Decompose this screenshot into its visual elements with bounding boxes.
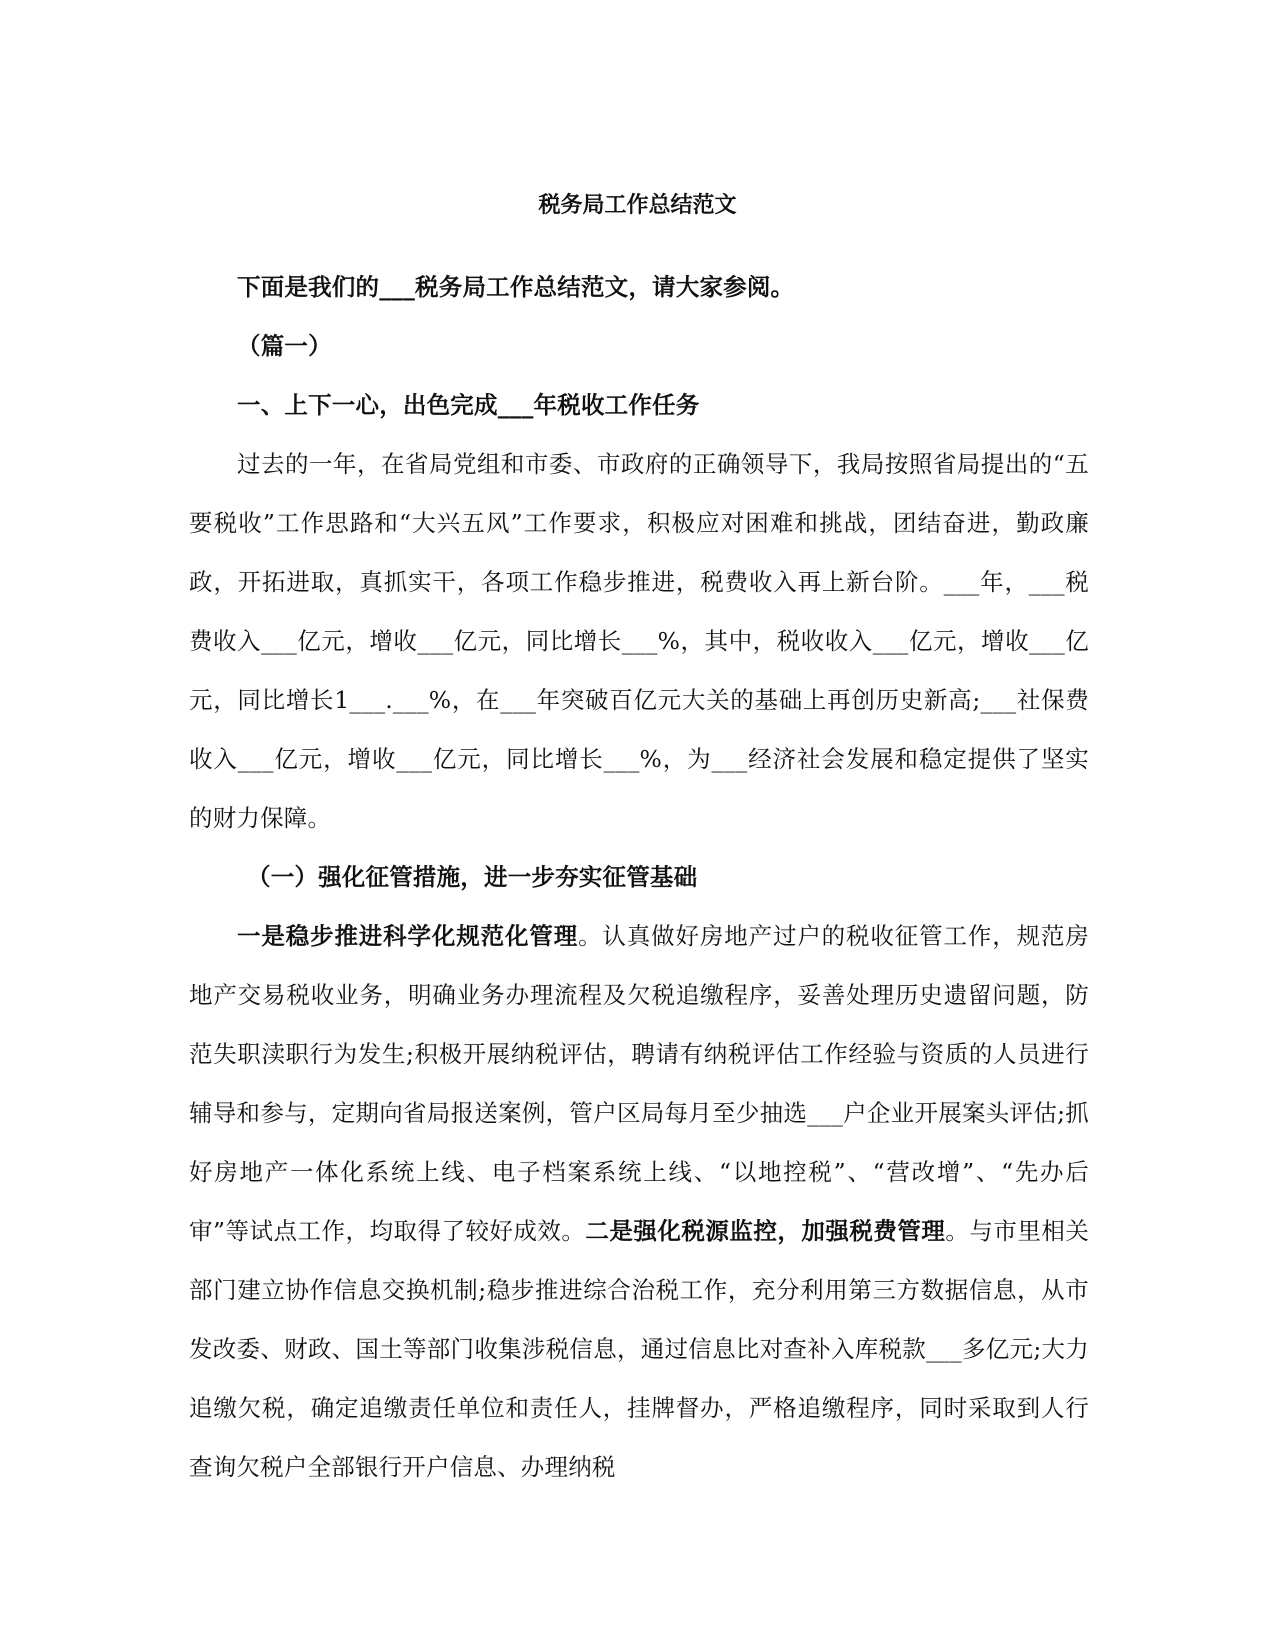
point-text: 。与市里相关部门建立协作信息交换机制;稳步推进综合治税工作，充分利用第三方数据信息，从市发改委、财政、国土等部门收集涉税信息，通过信息比对查补入库税款___多亿元;大力追缴欠税，确定追缴责任单位和责任人，挂牌督办，严格追缴程序，同时采取到人行查询欠税户全部银行开户信息、办理纳税	[189, 1217, 1090, 1481]
point-text: 。认真做好房地产过户的税收征管工作，规范房地产交易税收业务，明确业务办理流程及欠税追缴程序，妥善处理历史遗留问题，防范失职渎职行为发生;积极开展纳税评估，聘请有纳税评估工作经验与资质的人员进行辅导和参与，定期向省局报送案例，管户区局每月至少抽选___户企业开展案头评估;抓好房地产一体化系统上线、电子档案系统上线、“以地控税”、“营改增”、“先办后审”等试点工作，均取得了较好成效。	[189, 922, 1089, 1245]
paragraph: 过去的一年，在省局党组和市委、市政府的正确领导下，我局按照省局提出的“五要税收”工作思路和“大兴五风”工作要求，积极应对困难和挑战，团结奋进，勤政廉政，开拓进取，真抓实干，各项工作稳步推进，税费收入再上新台阶。___年，___税费收入___亿元，增收___亿元，同比增长___%，其中，税收收入___亿元，增收___亿元，同比增长1___.___%，在___年突破百亿元大关的基础上再创历史新高;___社保费收入___亿元，增收___亿元，同比增长___%，为___经济社会发展和稳定提供了坚实的财力保障。	[189, 450, 1089, 832]
subsection-heading: （一）强化征管措施，进一步夯实征管基础	[247, 863, 698, 891]
intro-line: 下面是我们的___税务局工作总结范文，请大家参阅。	[237, 273, 795, 301]
document-body	[189, 258, 1089, 1497]
point-lead: 二是强化税源监控，加强税费管理	[585, 1217, 946, 1245]
point-lead: 一是稳步推进科学化规范化管理	[237, 922, 579, 950]
paragraph-points	[189, 907, 1089, 1497]
document-title: 税务局工作总结范文	[538, 192, 737, 218]
section-heading: 一、上下一心，出色完成___年税收工作任务	[237, 391, 700, 419]
part-label: （篇一）	[237, 332, 332, 360]
